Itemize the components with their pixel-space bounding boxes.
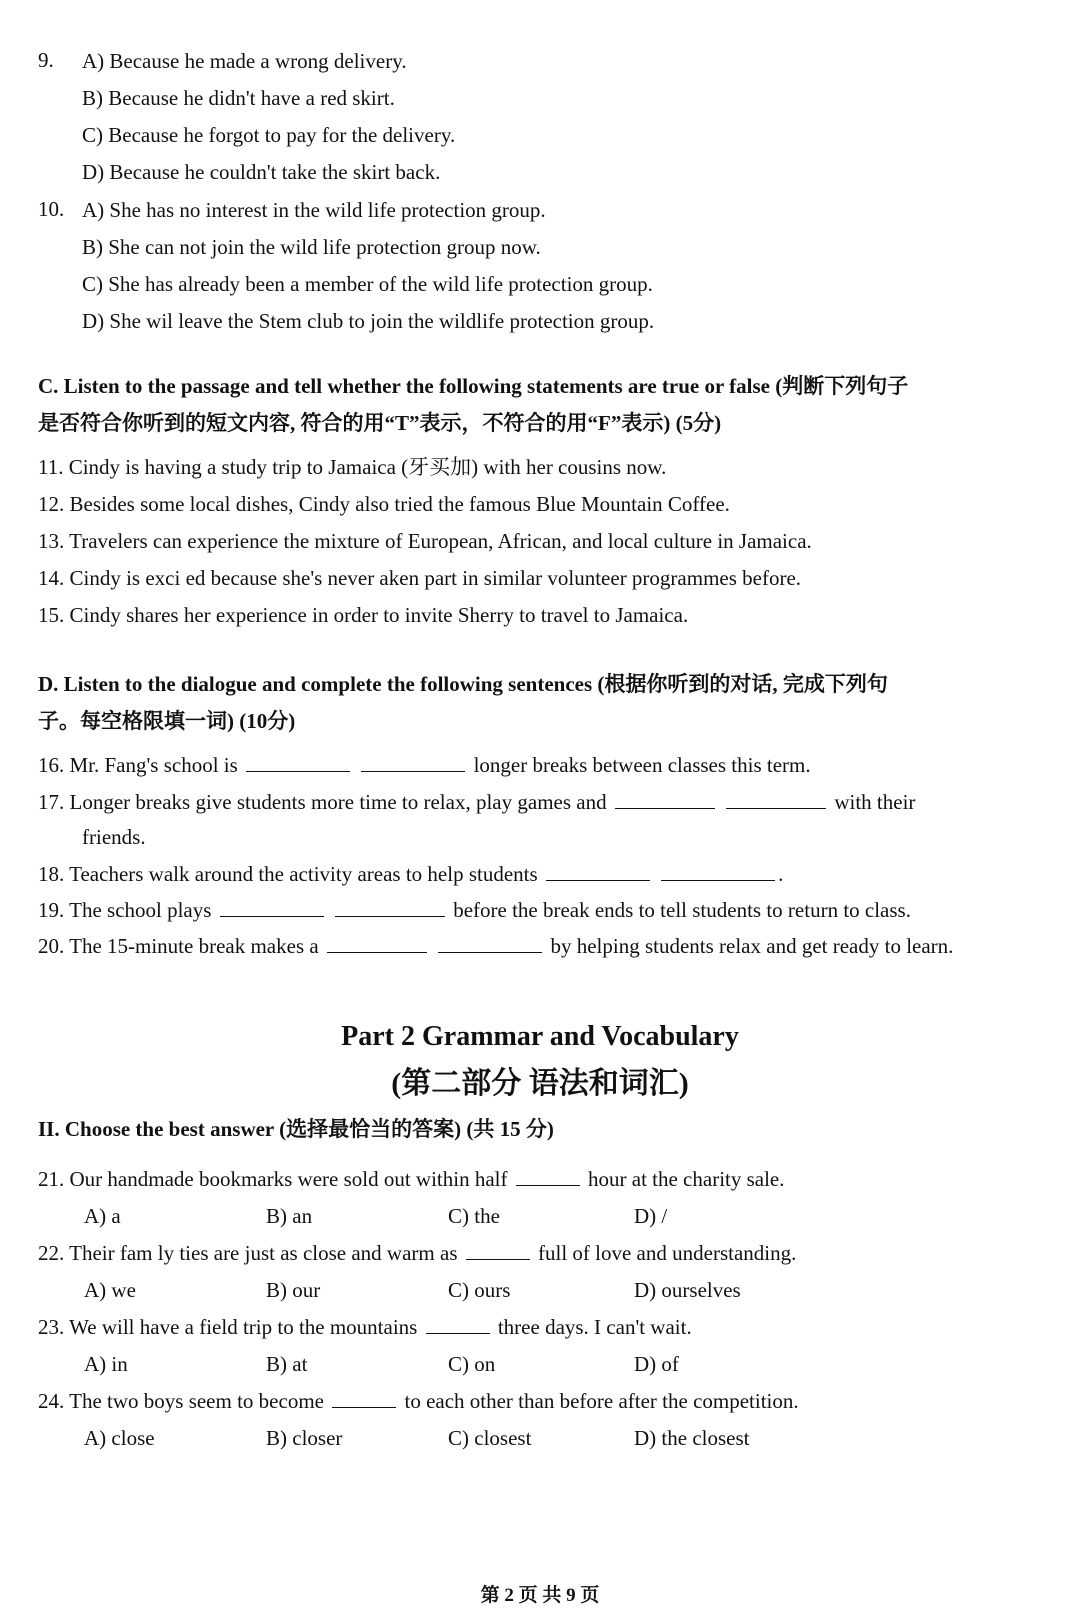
answer-blank[interactable] — [516, 1167, 580, 1186]
question-9-number: 9. — [38, 48, 54, 72]
answer-blank[interactable] — [361, 753, 465, 772]
mcq-22-prompt: 22. Their fam ly ties are just as close and warm as — [38, 1241, 458, 1265]
fill-in-20-prompt: 20. The 15-minute break makes a — [38, 934, 319, 958]
mcq-22-option-c[interactable]: C) ours — [448, 1278, 511, 1302]
mcq-24-prompt: 24. The two boys seem to become — [38, 1389, 324, 1413]
answer-blank[interactable] — [466, 1241, 530, 1260]
question-10-option-c: C) She has already been a member of the wild life protection group. — [82, 272, 653, 296]
question-9-option-d: D) Because he couldn't take the skirt back. — [82, 160, 441, 184]
fill-in-19-prompt: 19. The school plays — [38, 898, 212, 922]
answer-blank[interactable] — [335, 898, 445, 917]
mcq-24-option-b[interactable]: B) closer — [266, 1426, 343, 1450]
answer-blank[interactable] — [615, 790, 715, 809]
mcq-23-prompt: 23. We will have a field trip to the mountains — [38, 1315, 418, 1339]
fill-in-18-rest: . — [778, 862, 784, 886]
part-2-title: Part 2 Grammar and Vocabulary — [341, 1021, 739, 1052]
answer-blank[interactable] — [327, 934, 427, 953]
answer-blank[interactable] — [426, 1315, 490, 1334]
mcq-21-option-d[interactable]: D) / — [634, 1204, 668, 1228]
question-10-option-a: A) She has no interest in the wild life protection group. — [82, 198, 546, 222]
mcq-21-option-a[interactable]: A) a — [84, 1204, 121, 1228]
mcq-22-option-d[interactable]: D) ourselves — [634, 1278, 741, 1302]
fill-in-20 — [38, 933, 953, 959]
section-c-heading-line1: C. Listen to the passage and tell whether the following statements are true or false (判断下列句子 — [38, 374, 909, 398]
statement-15: 15. Cindy shares her experience in order to invite Sherry to travel to Jamaica. — [38, 603, 689, 627]
fill-in-16 — [38, 752, 811, 778]
mcq-22-option-b[interactable]: B) our — [266, 1278, 321, 1302]
fill-in-17-rest: with their — [834, 790, 916, 814]
mcq-23-option-a[interactable]: A) in — [84, 1352, 128, 1376]
statement-13: 13. Travelers can experience the mixture of European, African, and local culture in Jamaica. — [38, 529, 812, 553]
question-10-number: 10. — [38, 197, 65, 221]
fill-in-18-prompt: 18. Teachers walk around the activity areas to help students — [38, 862, 538, 886]
mcq-21-option-b[interactable]: B) an — [266, 1204, 313, 1228]
mcq-23-option-c[interactable]: C) on — [448, 1352, 496, 1376]
mcq-21-prompt: 21. Our handmade bookmarks were sold out within half — [38, 1167, 508, 1191]
fill-in-17-continuation: friends. — [82, 825, 146, 849]
question-10-option-b: B) She can not join the wild life protection group now. — [82, 235, 541, 259]
mcq-22-rest: full of love and understanding. — [538, 1241, 797, 1265]
section-c-heading-line2: 是否符合你听到的短文内容, 符合的用“T”表示，不符合的用“F”表示) (5分) — [38, 411, 722, 435]
statement-12: 12. Besides some local dishes, Cindy also tried the famous Blue Mountain Coffee. — [38, 492, 730, 516]
statement-11: 11. Cindy is having a study trip to Jamaica (牙买加) with her cousins now. — [38, 455, 667, 479]
question-9-option-c: C) Because he forgot to pay for the delivery. — [82, 123, 456, 147]
answer-blank[interactable] — [332, 1389, 396, 1408]
question-9-option-a: A) Because he made a wrong delivery. — [82, 49, 407, 73]
mcq-23-stem — [38, 1314, 692, 1340]
mcq-21-option-c[interactable]: C) the — [448, 1204, 500, 1228]
answer-blank[interactable] — [726, 790, 826, 809]
mcq-24-option-a[interactable]: A) close — [84, 1426, 155, 1450]
page-number-footer: 第 2 页 共 9 页 — [480, 1585, 600, 1606]
mcq-22-stem — [38, 1240, 796, 1266]
mcq-22-option-a[interactable]: A) we — [84, 1278, 136, 1302]
statement-14: 14. Cindy is exci ed because she's never aken part in similar volunteer programmes before. — [38, 566, 802, 590]
fill-in-17-prompt: 17. Longer breaks give students more time to relax, play games and — [38, 790, 607, 814]
mcq-23-option-d[interactable]: D) of — [634, 1352, 679, 1376]
question-10-option-d: D) She wil leave the Stem club to join the wildlife protection group. — [82, 309, 655, 333]
fill-in-20-rest: by helping students relax and get ready to learn. — [550, 934, 954, 958]
section-d-heading-line2: 子。每空格限填一词) (10分) — [38, 709, 296, 733]
answer-blank[interactable] — [246, 753, 350, 772]
mcq-23-rest: three days. I can't wait. — [497, 1315, 692, 1339]
mcq-24-option-c[interactable]: C) closest — [448, 1426, 532, 1450]
part-2-subtitle: (第二部分 语法和词汇) — [391, 1067, 689, 1100]
question-9-option-b: B) Because he didn't have a red skirt. — [82, 86, 395, 110]
fill-in-16-prompt: 16. Mr. Fang's school is — [38, 753, 238, 777]
answer-blank[interactable] — [220, 898, 324, 917]
section-d-heading-line1: D. Listen to the dialogue and complete the following sentences (根据你听到的对话, 完成下列句 — [38, 672, 888, 696]
fill-in-16-rest: longer breaks between classes this term. — [473, 753, 811, 777]
fill-in-17 — [38, 789, 915, 815]
fill-in-18 — [38, 861, 783, 887]
mcq-23-option-b[interactable]: B) at — [266, 1352, 308, 1376]
mcq-24-option-d[interactable]: D) the closest — [634, 1426, 750, 1450]
section-ii-heading: II. Choose the best answer (选择最恰当的答案) (共 15 分) — [38, 1117, 554, 1141]
fill-in-19 — [38, 897, 911, 923]
mcq-21-rest: hour at the charity sale. — [588, 1167, 785, 1191]
answer-blank[interactable] — [546, 862, 650, 881]
mcq-21-stem — [38, 1166, 785, 1192]
answer-blank[interactable] — [661, 862, 775, 881]
fill-in-19-rest: before the break ends to tell students to return to class. — [453, 898, 911, 922]
mcq-24-rest: to each other than before after the competition. — [404, 1389, 799, 1413]
answer-blank[interactable] — [438, 934, 542, 953]
mcq-24-stem — [38, 1388, 799, 1414]
